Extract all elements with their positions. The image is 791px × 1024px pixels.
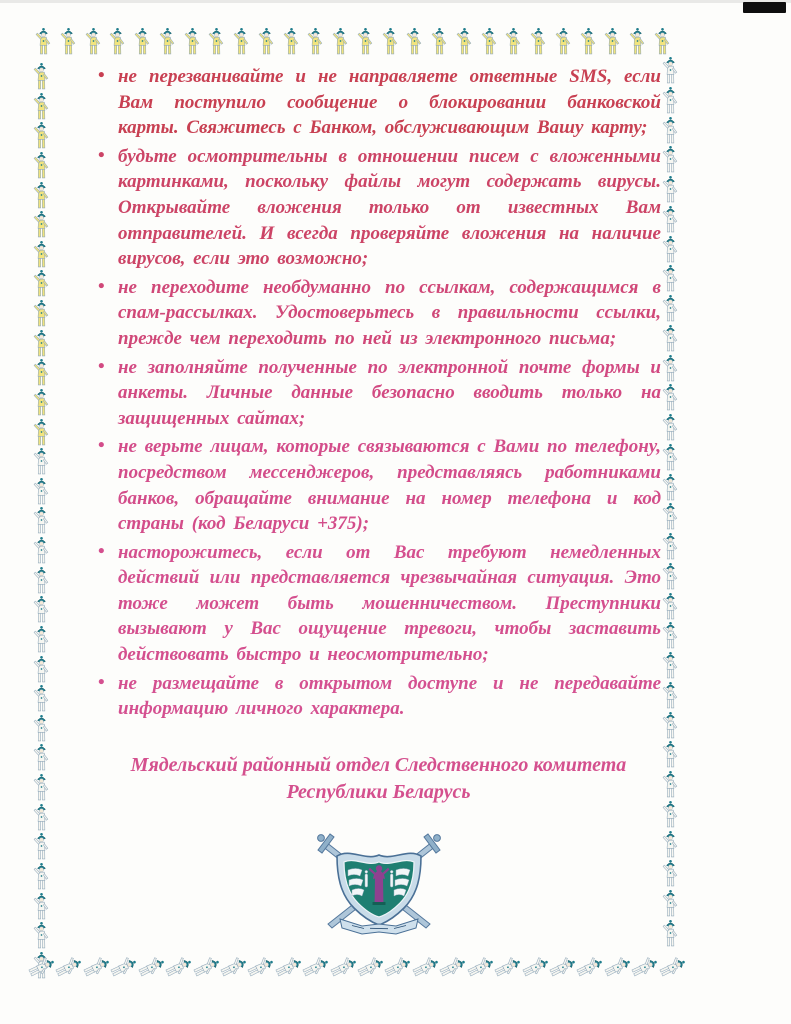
person-with-cap-icon xyxy=(281,27,302,56)
person-with-cap-icon xyxy=(132,27,153,56)
investigative-committee-emblem xyxy=(304,826,454,941)
person-with-cap-icon xyxy=(182,27,203,56)
person-with-cap-icon xyxy=(31,684,52,713)
person-with-cap-icon xyxy=(528,27,549,56)
footer-signature xyxy=(96,752,661,806)
person-with-cap-icon xyxy=(31,477,52,506)
leaflet-content xyxy=(96,64,661,941)
person-with-cap-icon xyxy=(31,181,52,210)
person-with-cap-icon xyxy=(660,502,681,531)
person-with-cap-icon xyxy=(107,27,128,56)
person-with-cap-icon xyxy=(660,770,681,799)
scan-artifact xyxy=(743,2,786,13)
person-with-cap-icon xyxy=(660,711,681,740)
person-with-cap-icon xyxy=(31,921,52,950)
person-with-cap-icon xyxy=(660,443,681,472)
bullet-item: • будьте осмотрительны в отношении писем с вложенными картинками, поскольку файлы могут содержать вирусы. Открывайте вложения только от известных Вам отправителей. И всегда проверяйте вложения на наличие вирусов, если это возможно; xyxy=(118,144,661,272)
person-with-cap-icon xyxy=(31,447,52,476)
person-with-cap-icon xyxy=(31,803,52,832)
person-with-cap-icon xyxy=(660,116,681,145)
person-with-cap-icon xyxy=(660,800,681,829)
person-with-cap-icon xyxy=(33,27,54,56)
person-with-cap-icon xyxy=(652,27,673,56)
decorative-border-left xyxy=(31,62,55,980)
person-with-cap-icon xyxy=(31,892,52,921)
person-with-cap-icon xyxy=(660,532,681,561)
person-with-cap-icon xyxy=(660,919,681,948)
person-with-cap-icon xyxy=(31,269,52,298)
person-with-cap-icon xyxy=(660,175,681,204)
person-with-cap-icon xyxy=(31,299,52,328)
bullet-item: • не размещайте в открытом доступе и не передавайте информацию личного характера. xyxy=(118,671,661,722)
person-with-cap-icon xyxy=(655,952,690,984)
footer-line-1: Мядельский районный отдел Следственного комитета xyxy=(130,753,627,776)
person-with-cap-icon xyxy=(330,27,351,56)
person-with-cap-icon xyxy=(660,592,681,621)
person-with-cap-icon xyxy=(660,740,681,769)
person-with-cap-icon xyxy=(31,832,52,861)
person-with-cap-icon xyxy=(660,86,681,115)
emblem-container xyxy=(96,826,661,941)
person-with-cap-icon xyxy=(31,506,52,535)
person-with-cap-icon xyxy=(31,92,52,121)
person-with-cap-icon xyxy=(660,354,681,383)
footer-line-2: Республики Беларусь xyxy=(286,780,471,803)
person-with-cap-icon xyxy=(355,27,376,56)
bullet-item: • насторожитесь, если от Вас требуют немедленных действий или представляется чрезвычайная ситуация. Это тоже может быть мошенничеством. Преступники вызывают у Вас ощущение тревоги, чтобы заставить действовать быстро и неосмотрительно; xyxy=(118,540,661,668)
decorative-border-bottom xyxy=(31,953,683,993)
person-with-cap-icon xyxy=(31,743,52,772)
person-with-cap-icon xyxy=(660,56,681,85)
person-with-cap-icon xyxy=(206,27,227,56)
bullet-list xyxy=(96,64,661,722)
bullet-item: • не переходите необдуманно по ссылкам, содержащимся в спам-рассылках. Удостоверьтесь в правильности ссылки, прежде чем переходить по ней из электронного письма; xyxy=(118,275,661,352)
person-with-cap-icon xyxy=(660,830,681,859)
person-with-cap-icon xyxy=(231,27,252,56)
person-with-cap-icon xyxy=(660,473,681,502)
person-with-cap-icon xyxy=(31,536,52,565)
person-with-cap-icon xyxy=(503,27,524,56)
person-with-cap-icon xyxy=(660,859,681,888)
person-with-cap-icon xyxy=(660,562,681,591)
person-with-cap-icon xyxy=(454,27,475,56)
bullet-item: • не заполняйте полученные по электронной почте формы и анкеты. Личные данные безопасно вводить только на защищенных сайтах; xyxy=(118,355,661,432)
person-with-cap-icon xyxy=(660,621,681,650)
person-with-cap-icon xyxy=(31,358,52,387)
person-with-cap-icon xyxy=(157,27,178,56)
person-with-cap-icon xyxy=(31,418,52,447)
person-with-cap-icon xyxy=(404,27,425,56)
decorative-border-right xyxy=(660,56,684,948)
person-with-cap-icon xyxy=(660,413,681,442)
person-with-cap-icon xyxy=(660,681,681,710)
person-with-cap-icon xyxy=(660,383,681,412)
person-with-cap-icon xyxy=(31,240,52,269)
person-with-cap-icon xyxy=(31,151,52,180)
person-with-cap-icon xyxy=(31,625,52,654)
person-with-cap-icon xyxy=(256,27,277,56)
person-with-cap-icon xyxy=(660,264,681,293)
person-with-cap-icon xyxy=(660,235,681,264)
person-with-cap-icon xyxy=(31,773,52,802)
person-with-cap-icon xyxy=(58,27,79,56)
bullet-item: • не перезванивайте и не направляете ответные SMS, если Вам поступило сообщение о блокировании банковской карты. Свяжитесь с Банком, обслуживающим Вашу карту; xyxy=(118,64,661,141)
person-with-cap-icon xyxy=(578,27,599,56)
person-with-cap-icon xyxy=(627,27,648,56)
person-with-cap-icon xyxy=(602,27,623,56)
person-with-cap-icon xyxy=(429,27,450,56)
bullet-item: • не верьте лицам, которые связываются с Вами по телефону, посредством мессенджеров, представляясь работниками банков, обращайте внимание на номер телефона и код страны (код Беларуси +375); xyxy=(118,434,661,536)
person-with-cap-icon xyxy=(31,210,52,239)
person-with-cap-icon xyxy=(479,27,500,56)
person-with-cap-icon xyxy=(660,651,681,680)
person-with-cap-icon xyxy=(31,595,52,624)
person-with-cap-icon xyxy=(31,566,52,595)
person-with-cap-icon xyxy=(380,27,401,56)
person-with-cap-icon xyxy=(83,27,104,56)
decorative-border-top xyxy=(33,27,673,59)
person-with-cap-icon xyxy=(660,205,681,234)
person-with-cap-icon xyxy=(31,655,52,684)
person-with-cap-icon xyxy=(660,294,681,323)
person-with-cap-icon xyxy=(31,388,52,417)
person-with-cap-icon xyxy=(553,27,574,56)
person-with-cap-icon xyxy=(660,324,681,353)
person-with-cap-icon xyxy=(660,889,681,918)
person-with-cap-icon xyxy=(31,329,52,358)
person-with-cap-icon xyxy=(31,121,52,150)
person-with-cap-icon xyxy=(31,862,52,891)
person-with-cap-icon xyxy=(660,145,681,174)
person-with-cap-icon xyxy=(305,27,326,56)
scan-edge-line xyxy=(0,0,791,3)
person-with-cap-icon xyxy=(31,62,52,91)
person-with-cap-icon xyxy=(31,714,52,743)
